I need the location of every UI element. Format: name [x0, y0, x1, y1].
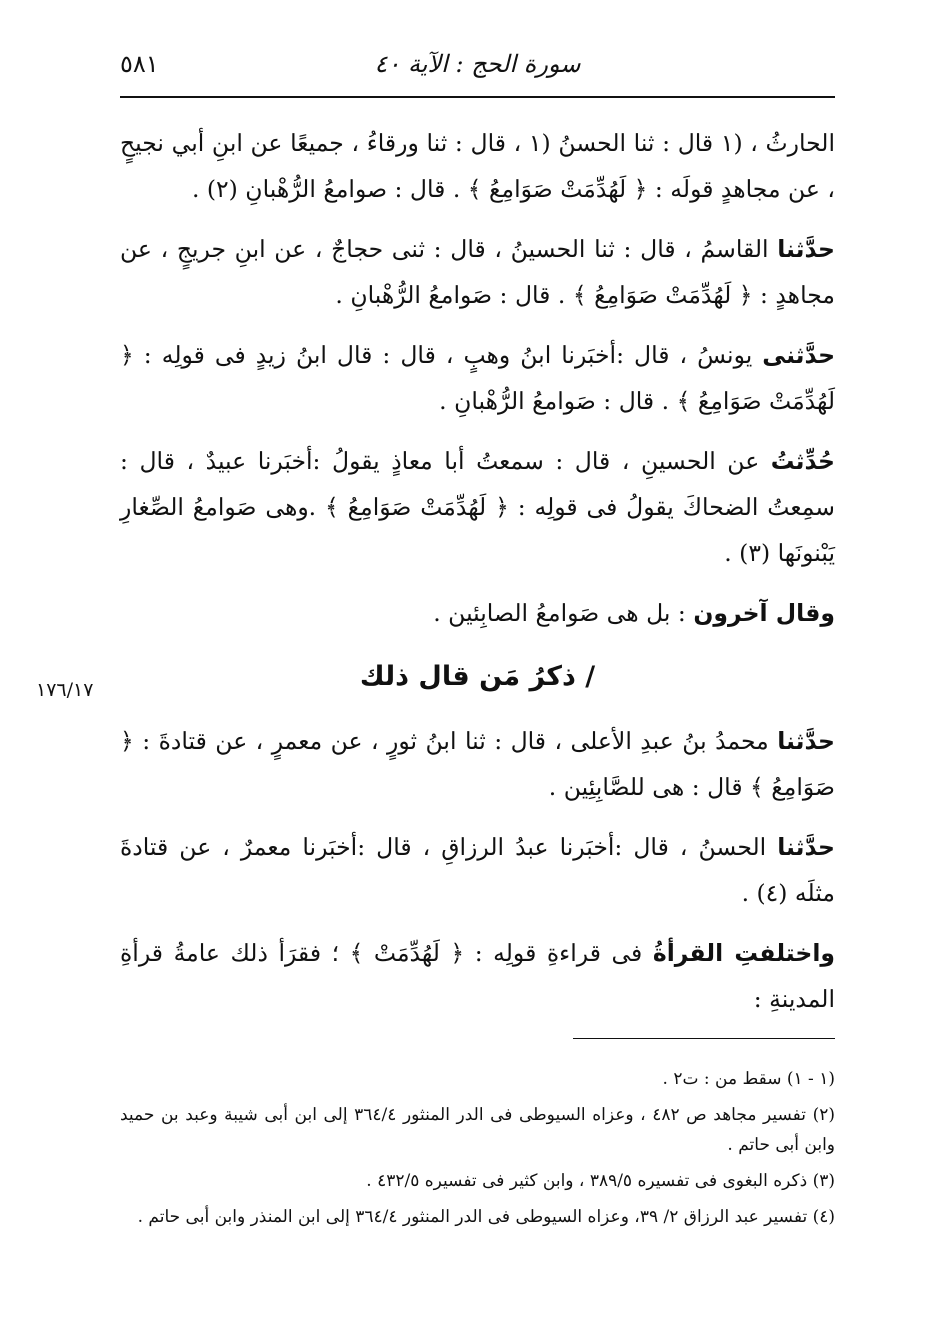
paragraph-1	[120, 120, 835, 212]
paragraph-3	[120, 332, 835, 424]
footnote-divider	[573, 1038, 835, 1039]
paragraph-4-lead: حُدِّثتُ	[770, 447, 835, 475]
paragraph-5	[120, 590, 835, 636]
paragraph-8-lead: واختلفتِ القرأةُ	[652, 939, 835, 967]
page-header	[120, 44, 835, 98]
paragraph-3-lead: حدَّثنى	[762, 341, 835, 369]
paragraph-5-lead: وقال آخرون	[693, 599, 835, 627]
paragraph-6-lead: حدَّثنا	[777, 727, 835, 755]
paragraph-6	[120, 718, 835, 810]
paragraph-1-text: الحارثُ ، (١ قال : ثنا الحسنُ (١ ، قال : ثنا ورقاءُ ، جميعًا عن ابنِ أبي نجيحٍ ، عن مجاهدٍ قولَه : ﴿ لَهُدِّمَتْ صَوَامِعُ ﴾ . قال : صوامعُ الرُّهْبانِ (٢) .	[120, 129, 836, 203]
paragraph-2-text: القاسمُ ، قال : ثنا الحسينُ ، قال : ثنى حجاجٌ ، عن ابنِ جريجٍ ، عن مجاهدٍ : ﴿ لَهُدِّمَتْ صَوَامِعُ ﴾ . قال : صَوامعُ الرُّهْبانِ .	[120, 235, 835, 309]
running-title: سورة الحج : الآية ٤٠	[374, 50, 581, 78]
paragraph-4-text: عن الحسينِ ، قال : سمعتُ أبا معاذٍ يقولُ :أخبَرنا عبيدٌ ، قال : سمِعتُ الضحاكَ يقولُ فى قولِه : ﴿ لَهُدِّمَتْ صَوَامِعُ ﴾ .وهى صَوامعُ الصِّغارِ يَبْنونَها (٣) .	[120, 447, 835, 567]
paragraph-2	[120, 226, 835, 318]
footnote-3: (٣) ذكره البغوى فى تفسيره ٣٨٩/٥ ، وابن كثير فى تفسيره ٤٣٢/٥ .	[366, 1171, 835, 1191]
footnotes	[120, 1064, 835, 1238]
paragraph-5-text: : بل هى صَوامعُ الصابِئين .	[433, 599, 694, 627]
paragraph-6-text: محمدُ بنُ عبدِ الأعلى ، قال : ثنا ابنُ ثورٍ ، عن معمرٍ ، عن قتادةَ : ﴿ صَوَامِعُ ﴾ قال : هى للصَّابِئِين .	[120, 727, 835, 801]
footnote-4: (٤) تفسير عبد الرزاق ٢/ ٣٩، وعزاه السيوطى فى الدر المنثور ٣٦٤/٤ إلى ابن المنذر وابن أبى حاتم .	[137, 1207, 835, 1227]
margin-reference: ١٧٦/١٧	[36, 679, 94, 701]
paragraph-8-text: فى قراءةِ قولِه : ﴿ لَهُدِّمَتْ ﴾ ؛ فقرَأ ذلك عامةُ قرأةِ المدينةِ :	[120, 939, 835, 1013]
paragraph-3-text: يونسُ ، قال :أخبَرنا ابنُ وهبٍ ، قال : قال ابنُ زيدٍ فى قولِه : ﴿ لَهُدِّمَتْ صَوَامِعُ ﴾ . قال : صَوامعُ الرُّهْبانِ .	[120, 341, 835, 415]
footnote-2: (٢) تفسير مجاهد ص ٤٨٢ ، وعزاه السيوطى فى الدر المنثور ٣٦٤/٤ إلى ابن أبى شيبة وعبد بن حميد وابن أبى حاتم .	[120, 1105, 835, 1155]
paragraph-7-text: الحسنُ ، قال :أخبَرنا عبدُ الرزاقِ ، قال :أخبَرنا معمرٌ ، عن قتادةَ مثلَه (٤) .	[120, 833, 835, 907]
main-text	[120, 120, 835, 1036]
paragraph-7-lead: حدَّثنا	[777, 833, 835, 861]
paragraph-4	[120, 438, 835, 576]
paragraph-8	[120, 930, 835, 1022]
paragraph-7	[120, 824, 835, 916]
paragraph-2-lead: حدَّثنا	[777, 235, 835, 263]
section-heading: / ذكرُ مَن قال ذلك	[359, 661, 596, 692]
footnote-1: (١ - ١) سقط من : ت٢ .	[662, 1069, 835, 1089]
page-number: ٥٨١	[120, 50, 159, 78]
